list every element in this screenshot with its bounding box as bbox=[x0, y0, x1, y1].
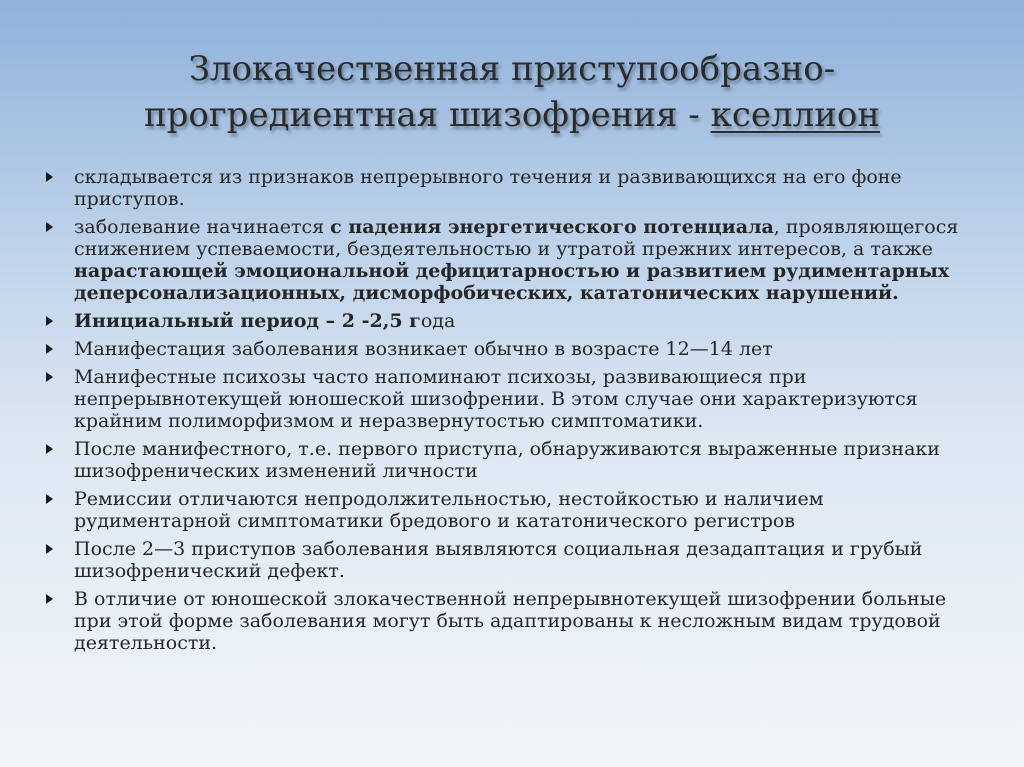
title-line-2: прогредиентная шизофрения - bbox=[143, 95, 711, 135]
bullet-list bbox=[40, 166, 970, 660]
bullet-text: ода bbox=[420, 310, 456, 332]
slide-title bbox=[40, 46, 984, 138]
bullet-item bbox=[40, 488, 970, 532]
bullet-text: В отличие от юношеской злокачественной непрерывнотекущей шизофрении больные при этой форме заболевания могут быть адаптированы к несложным видам трудовой деятельности. bbox=[74, 588, 947, 654]
bullet-text: складывается из признаков непрерывного течения и развивающихся на его фоне приступов. bbox=[74, 166, 902, 210]
bullet-item bbox=[40, 216, 970, 304]
bullet-text: После 2—3 приступов заболевания выявляются социальная дезадаптация и грубый шизофренический дефект. bbox=[74, 538, 923, 582]
triangle-bullet-icon bbox=[46, 444, 53, 454]
bullet-bold-text: с падения энергетического потенциала bbox=[330, 216, 774, 238]
bullet-text: Манифестные психозы часто напоминают психозы, развивающиеся при непрерывнотекущей юношеской шизофрении. В этом случае они характеризуются крайним полиморфизмом и неразвернутостью симптоматики. bbox=[74, 366, 918, 432]
bullet-item bbox=[40, 366, 970, 432]
bullet-item bbox=[40, 438, 970, 482]
bullet-text: Ремиссии отличаются непродолжительностью, нестойкостью и наличием рудиментарной симптоматики бредового и кататонического регистров bbox=[74, 488, 824, 532]
title-line-1: Злокачественная приступообразно- bbox=[188, 49, 836, 89]
triangle-bullet-icon bbox=[46, 544, 53, 554]
bullet-text: Манифестация заболевания возникает обычно в возрасте 12—14 лет bbox=[74, 338, 773, 360]
bullet-item bbox=[40, 588, 970, 654]
triangle-bullet-icon bbox=[46, 344, 53, 354]
bullet-item bbox=[40, 310, 970, 332]
title-link[interactable]: кселлион bbox=[710, 95, 881, 135]
bullet-item bbox=[40, 338, 970, 360]
triangle-bullet-icon bbox=[46, 494, 53, 504]
triangle-bullet-icon bbox=[46, 594, 53, 604]
triangle-bullet-icon bbox=[46, 172, 53, 182]
bullet-bold-text: Инициальный период – 2 -2,5 г bbox=[74, 310, 421, 332]
triangle-bullet-icon bbox=[46, 222, 53, 232]
triangle-bullet-icon bbox=[46, 372, 53, 382]
bullet-text: После манифестного, т.е. первого приступа, обнаруживаются выраженные признаки шизофренических изменений личности bbox=[74, 438, 940, 482]
bullet-text: заболевание начинается bbox=[74, 216, 331, 238]
bullet-text: , проявляющегося снижением успеваемости, бездеятельностью и утратой прежних интересов, а также bbox=[74, 216, 959, 260]
bullet-item bbox=[40, 166, 970, 210]
bullet-item bbox=[40, 538, 970, 582]
triangle-bullet-icon bbox=[46, 316, 53, 326]
bullet-bold-text: нарастающей эмоциональной дефицитарностью и развитием рудиментарных деперсонализационных, дисморфобических, кататонических нарушений. bbox=[74, 260, 950, 304]
